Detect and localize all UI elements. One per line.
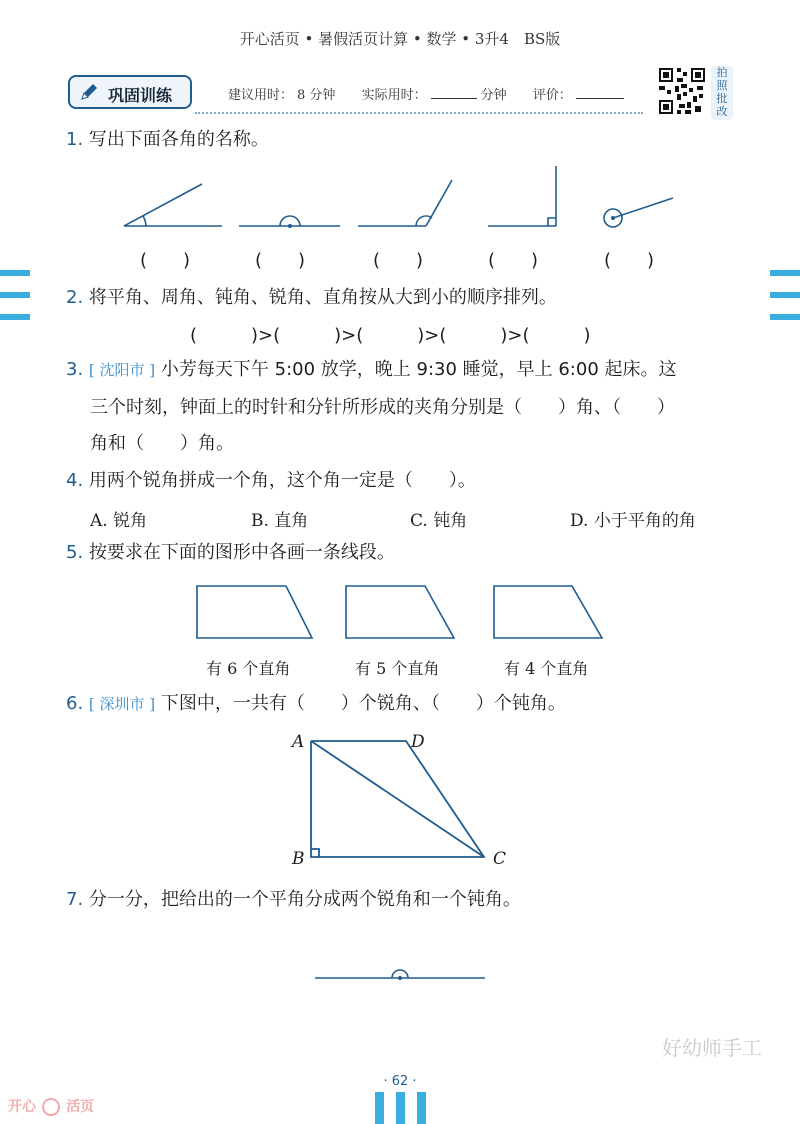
- question-number: 1.: [66, 129, 84, 150]
- actual-time-field[interactable]: [431, 86, 477, 99]
- question-5: [66, 541, 395, 565]
- vertex-label-b: B: [292, 849, 305, 869]
- section-title: 巩固训练: [108, 86, 173, 105]
- question-number: 5.: [66, 542, 84, 563]
- section-badge: [68, 75, 192, 109]
- option-c[interactable]: C. 钝角: [410, 511, 468, 531]
- q1-blank-5[interactable]: ( ): [604, 250, 655, 271]
- question-7: [66, 888, 521, 912]
- question-text: 写出下面各角的名称。: [88, 129, 269, 150]
- question-text: 小芳每天下午 5:00 放学，晚上 9:30 睡觉，早上 6:00 起床。这: [160, 359, 677, 380]
- question-number: 4.: [66, 470, 84, 491]
- question-3-line-2: 三个时刻，钟面上的时针和分针所形成的夹角分别是（ ）角、（ ）: [90, 397, 675, 418]
- question-3-line-3: 角和（ ）角。: [90, 433, 234, 454]
- q1-blank-3[interactable]: ( ): [373, 250, 424, 271]
- question-text: 下图中，一共有（ ）个锐角、（ ）个钝角。: [160, 693, 566, 714]
- question-4: [66, 469, 476, 493]
- photo-grading-label: 拍 照 批 改: [711, 66, 733, 120]
- page-header-title: 开心活页 • 暑假活页计算 • 数学 • 3升4 BS版: [239, 30, 561, 48]
- watermark-text: 好幼师手工: [662, 1036, 762, 1060]
- q5-caption-2: 有 5 个直角: [355, 659, 440, 678]
- rating-label: 评价：: [532, 88, 572, 103]
- trapezoid-2: [346, 586, 454, 638]
- brand-logo: [8, 1096, 120, 1120]
- section-divider: [195, 112, 643, 114]
- time-info: [228, 84, 628, 103]
- brand-logo-part-2: 活页: [66, 1099, 95, 1115]
- option-b[interactable]: B. 直角: [251, 511, 309, 531]
- option-d[interactable]: D. 小于平角的角: [570, 511, 696, 531]
- page-number: · 62 ·: [383, 1074, 417, 1089]
- vertex-label-c: C: [493, 849, 507, 869]
- vertex-label-a: A: [292, 732, 305, 752]
- actual-time-unit: 分钟: [480, 88, 507, 103]
- question-number: 6.: [66, 693, 84, 714]
- suggested-time-value: 8 分钟: [297, 88, 336, 103]
- question-3: [66, 358, 677, 382]
- city-tag: [ 沈阳市 ]: [88, 361, 156, 379]
- question-6: [66, 692, 566, 716]
- q1-blank-2[interactable]: ( ): [255, 250, 306, 271]
- q7-straight-angle-figure: [312, 962, 488, 984]
- suggested-time-label: 建议用时：: [228, 88, 294, 103]
- trapezoid-1: [197, 586, 312, 638]
- actual-time-label: 实际用时：: [361, 88, 427, 103]
- q5-trapezoid-figures: [190, 580, 610, 644]
- rating-field[interactable]: [576, 86, 624, 99]
- q2-order-blanks[interactable]: ( )>( )>( )>( )>( ): [190, 325, 591, 346]
- q5-caption-3: 有 4 个直角: [504, 659, 589, 678]
- brand-circle-icon: [41, 1097, 61, 1117]
- q1-blank-1[interactable]: ( ): [140, 250, 191, 271]
- vertex-label-d: D: [411, 732, 425, 752]
- trapezoid-3: [494, 586, 602, 638]
- question-text: 分一分，把给出的一个平角分成两个锐角和一个钝角。: [88, 889, 521, 910]
- brand-logo-part-1: 开心: [8, 1099, 36, 1115]
- q1-blank-4[interactable]: ( ): [488, 250, 539, 271]
- q1-angle-figures: [110, 160, 690, 240]
- city-tag: [ 深圳市 ]: [88, 695, 156, 713]
- question-number: 3.: [66, 359, 84, 380]
- question-number: 2.: [66, 287, 84, 308]
- q6-quadrilateral-figure: [300, 735, 500, 863]
- q5-caption-1: 有 6 个直角: [206, 659, 291, 678]
- qr-code-icon[interactable]: [657, 66, 707, 116]
- option-a[interactable]: A. 锐角: [90, 511, 148, 531]
- question-text: 按要求在下面的图形中各画一条线段。: [88, 542, 395, 563]
- question-1: [66, 128, 269, 152]
- question-text: 用两个锐角拼成一个角，这个角一定是（ ）。: [88, 470, 476, 491]
- question-number: 7.: [66, 889, 84, 910]
- pencil-icon: [78, 81, 100, 103]
- right-side-stripes: [770, 270, 800, 336]
- left-side-stripes: [0, 270, 30, 336]
- question-2: [66, 286, 557, 310]
- question-text: 将平角、周角、钝角、锐角、直角按从大到小的顺序排列。: [88, 287, 557, 308]
